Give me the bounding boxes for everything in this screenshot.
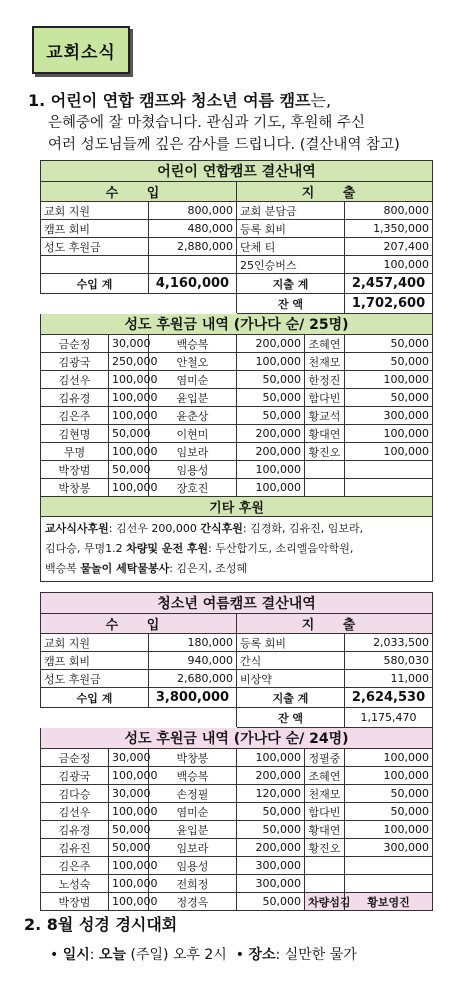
donor-amount [345,479,433,497]
donor-name: 백승복 [149,335,237,353]
donor-row [41,461,433,479]
children-camp-table [40,160,433,582]
balance-value: 1,702,600 [345,294,433,314]
income-total-value: 3,800,000 [149,688,237,708]
expense-label: 등록 회비 [237,220,345,238]
date-day: 오늘 [98,947,127,963]
section1-title [28,88,331,111]
donor-name: 박창봉 [149,749,237,767]
donor-row [41,371,433,389]
donor-name [305,479,345,497]
donor-amount: 50,000 [237,821,305,839]
income-total-value: 4,160,000 [149,274,237,294]
section2-number: 2. [24,915,42,934]
donor-name: 김유경 [41,821,109,839]
donor-amount: 30,000 [109,785,149,803]
donor-name: 김광국 [41,767,109,785]
expense-label: 비상약 [237,670,345,688]
gansik-text: : 김경화, 김유진, 임보라, [242,522,364,535]
donor-name: 황진오 [305,443,345,461]
income-header: 수 입 [41,614,237,634]
donor-row [41,407,433,425]
table-row [41,220,433,238]
donor-name: 이현미 [149,425,237,443]
donor-name: 안철오 [149,353,237,371]
table-row [41,652,433,670]
expense-value: 1,350,000 [345,220,433,238]
expense-value: 580,030 [345,652,433,670]
donors-title: 성도 후원금 내역 (가나다 순/ 25명) [41,314,433,335]
donor-name: 금순정 [41,749,109,767]
donor-amount: 100,000 [237,461,305,479]
vehicle-text: : 두산합기도, 소리엘음악학원, [208,542,354,555]
donor-amount: 50,000 [237,803,305,821]
donor-amount: 50,000 [237,407,305,425]
donor-row [41,353,433,371]
children-camp-title: 어린이 연합캠프 결산내역 [41,161,433,182]
totals-row [41,274,433,294]
donor-row [41,857,433,875]
place-value: 실만한 물가 [284,947,357,963]
section1-number: 1. [28,91,46,110]
donor-amount: 100,000 [109,767,149,785]
donor-name: 백승복 [149,767,237,785]
donor-row [41,821,433,839]
donor-name: 박장범 [41,461,109,479]
income-value: 2,880,000 [149,238,237,256]
donor-amount: 100,000 [237,479,305,497]
donor-amount: 50,000 [345,803,433,821]
expense-total-label: 지출 계 [237,274,345,294]
donor-amount: 50,000 [109,461,149,479]
expense-value: 800,000 [345,202,433,220]
donor-name: 황대연 [305,821,345,839]
donor-amount: 50,000 [345,389,433,407]
donor-name: 황교석 [305,407,345,425]
donor-row [41,875,433,893]
donor-name [305,857,345,875]
income-total-label: 수입 계 [41,688,149,708]
income-value: 940,000 [149,652,237,670]
blank-cell [41,708,237,728]
totals-row [41,688,433,708]
donor-amount: 100,000 [237,749,305,767]
intro-line: 여러 성도님들께 깊은 감사를 드립니다. (결산내역 참고) [48,137,400,153]
income-label: 성도 후원금 [41,670,149,688]
donor-amount: 50,000 [237,389,305,407]
table-row [41,634,433,652]
page-title: 교회소식 [46,42,116,63]
donor-amount: 100,000 [345,425,433,443]
income-label: 교회 지원 [41,202,149,220]
donor-amount: 300,000 [237,857,305,875]
donor-name: 김선우 [41,803,109,821]
donor-amount [345,857,433,875]
expense-value: 100,000 [345,256,433,274]
donor-row [41,389,433,407]
section1-suffix: 는, [310,91,332,110]
bullet-icon: • [50,947,59,963]
donor-name: 정필중 [305,749,345,767]
donor-amount: 200,000 [237,839,305,857]
expense-total-value: 2,624,530 [345,688,433,708]
income-label: 캠프 회비 [41,220,149,238]
donor-name: 김유경 [41,389,109,407]
date-rest: (주일) 오후 2시 [130,947,227,963]
donor-name: 임용성 [149,461,237,479]
donor-name: 무명 [41,443,109,461]
donor-name: 전희정 [149,875,237,893]
expense-total-label: 지출 계 [237,688,345,708]
donor-amount: 100,000 [345,371,433,389]
section1-intro [48,112,440,156]
expense-value: 2,033,500 [345,634,433,652]
balance-value: 1,175,470 [345,708,433,728]
donor-amount: 100,000 [345,443,433,461]
donor-amount [345,875,433,893]
donor-row [41,335,433,353]
expense-value: 207,400 [345,238,433,256]
donor-name: 김선우 [41,371,109,389]
misc-line2: 김다승, 무명1.2 [45,542,123,555]
table-row [41,238,433,256]
donor-amount: 100,000 [109,857,149,875]
section2-heading: 8월 성경 경시대회 [46,915,178,934]
table-row [41,202,433,220]
donor-name: 함다빈 [305,803,345,821]
balance-row [41,708,433,728]
balance-label: 잔 액 [237,294,345,314]
donor-name: 정경옥 [149,893,237,911]
vehicle-label: 차량및 운전 후원 [126,542,209,555]
donor-name: 김광국 [41,353,109,371]
laundry-text: : 김은지, 조성혜 [169,562,248,575]
donor-amount: 100,000 [109,803,149,821]
donor-amount: 100,000 [345,821,433,839]
donor-name: 금순정 [41,335,109,353]
donor-name: 함다빈 [305,389,345,407]
donor-amount: 100,000 [345,749,433,767]
donor-amount: 100,000 [237,353,305,371]
donor-name: 김유진 [41,839,109,857]
special-label: 차량섬김 [305,893,345,911]
donor-list [41,749,433,911]
donor-amount: 250,000 [109,353,149,371]
donor-name: 윤춘상 [149,407,237,425]
expense-label: 단체 티 [237,238,345,256]
income-header: 수 입 [41,182,237,202]
expense-label: 교회 분담금 [237,202,345,220]
donors-title: 성도 후원금 내역 (가나다 순/ 24명) [41,728,433,749]
donor-name: 조혜연 [305,767,345,785]
gansik-label: 간식후원 [200,522,243,535]
donor-amount: 300,000 [345,407,433,425]
donor-amount: 50,000 [109,821,149,839]
section2-detail: • 일시: 오늘 (주일) 오후 2시 • 장소: 실만한 물가 [50,947,357,963]
donor-name: 임보라 [149,839,237,857]
donor-name: 황진오 [305,839,345,857]
balance-label: 잔 액 [237,708,345,728]
donor-name: 박장범 [41,893,109,911]
bullet-icon: • [235,947,244,963]
balance-row [41,294,433,314]
donor-list [41,335,433,497]
donor-amount: 200,000 [237,335,305,353]
donor-amount: 50,000 [345,785,433,803]
donor-name: 천재모 [305,785,345,803]
donor-amount: 50,000 [345,353,433,371]
misc-title: 기타 후원 [41,497,433,517]
table-row [41,256,433,274]
donor-row [41,479,433,497]
donor-name: 윤입분 [149,389,237,407]
expense-value: 11,000 [345,670,433,688]
donor-amount: 100,000 [109,479,149,497]
donor-name: 한정진 [305,371,345,389]
donor-name: 손정필 [149,785,237,803]
donor-name: 윤입분 [149,821,237,839]
donor-row [41,767,433,785]
donor-amount: 200,000 [237,767,305,785]
place-label: 장소 [248,947,276,963]
donor-amount: 30,000 [109,335,149,353]
donor-name: 조혜연 [305,335,345,353]
donor-row [41,749,433,767]
blank-cell [41,294,237,314]
income-value: 480,000 [149,220,237,238]
donor-name: 염미순 [149,371,237,389]
snack-text: : 김선우 200,000 [108,522,197,535]
income-label: 캠프 회비 [41,652,149,670]
section2-title [24,912,177,935]
income-label: 교회 지원 [41,634,149,652]
donor-name: 노성숙 [41,875,109,893]
donor-name: 임용성 [149,857,237,875]
youth-camp-table [40,592,433,911]
youth-camp-title: 청소년 여름캠프 결산내역 [41,593,433,614]
donor-amount: 200,000 [237,443,305,461]
donor-name: 김현명 [41,425,109,443]
donor-amount: 300,000 [345,839,433,857]
expense-total-value: 2,457,400 [345,274,433,294]
expense-header: 지 출 [237,614,433,634]
expense-label: 간식 [237,652,345,670]
donor-amount: 50,000 [237,893,305,911]
donor-amount [345,461,433,479]
date-label: 일시 [62,947,90,963]
donor-name: 천재모 [305,353,345,371]
donor-amount: 200,000 [237,425,305,443]
misc-support [41,517,433,582]
laundry-label: 물놀이 세탁물봉사 [80,562,170,575]
donor-amount: 120,000 [237,785,305,803]
donor-amount: 50,000 [237,371,305,389]
donor-amount: 100,000 [109,389,149,407]
donor-amount: 100,000 [345,767,433,785]
special-name: 황보영진 [345,893,433,911]
income-label [41,256,149,274]
income-label: 성도 후원금 [41,238,149,256]
donor-amount: 50,000 [109,839,149,857]
income-total-label: 수입 계 [41,274,149,294]
income-value: 180,000 [149,634,237,652]
snack-label: 교사식사후원 [45,522,109,535]
expense-label: 25인승버스 [237,256,345,274]
misc-line3: 백승복 [45,562,77,575]
expense-label: 등록 회비 [237,634,345,652]
donor-row [41,443,433,461]
donor-name: 염미순 [149,803,237,821]
donor-row [41,803,433,821]
page-title-box [32,26,130,74]
donor-name: 김은주 [41,857,109,875]
income-value: 800,000 [149,202,237,220]
donor-amount: 100,000 [109,875,149,893]
donor-name: 임보라 [149,443,237,461]
donor-amount: 30,000 [109,749,149,767]
intro-line: 은혜중에 잘 마쳤습니다. 관심과 기도, 후원해 주신 [48,115,366,131]
donor-amount: 100,000 [109,443,149,461]
table-row [41,670,433,688]
income-value [149,256,237,274]
donor-name: 김다승 [41,785,109,803]
donor-amount: 300,000 [237,875,305,893]
donor-row [41,785,433,803]
expense-header: 지 출 [237,182,433,202]
donor-amount: 50,000 [345,335,433,353]
donor-row [41,893,433,911]
donor-name [305,461,345,479]
donor-name: 김은주 [41,407,109,425]
donor-name: 장호진 [149,479,237,497]
donor-amount: 100,000 [109,407,149,425]
donor-row [41,839,433,857]
section1-heading: 어린이 연합 캠프와 청소년 여름 캠프 [50,91,311,110]
donor-amount: 100,000 [109,371,149,389]
donor-amount: 50,000 [109,425,149,443]
donor-name [305,875,345,893]
donor-row [41,425,433,443]
income-value: 2,680,000 [149,670,237,688]
donor-amount: 100,000 [109,893,149,911]
donor-name: 황대연 [305,425,345,443]
donor-name: 박창봉 [41,479,109,497]
